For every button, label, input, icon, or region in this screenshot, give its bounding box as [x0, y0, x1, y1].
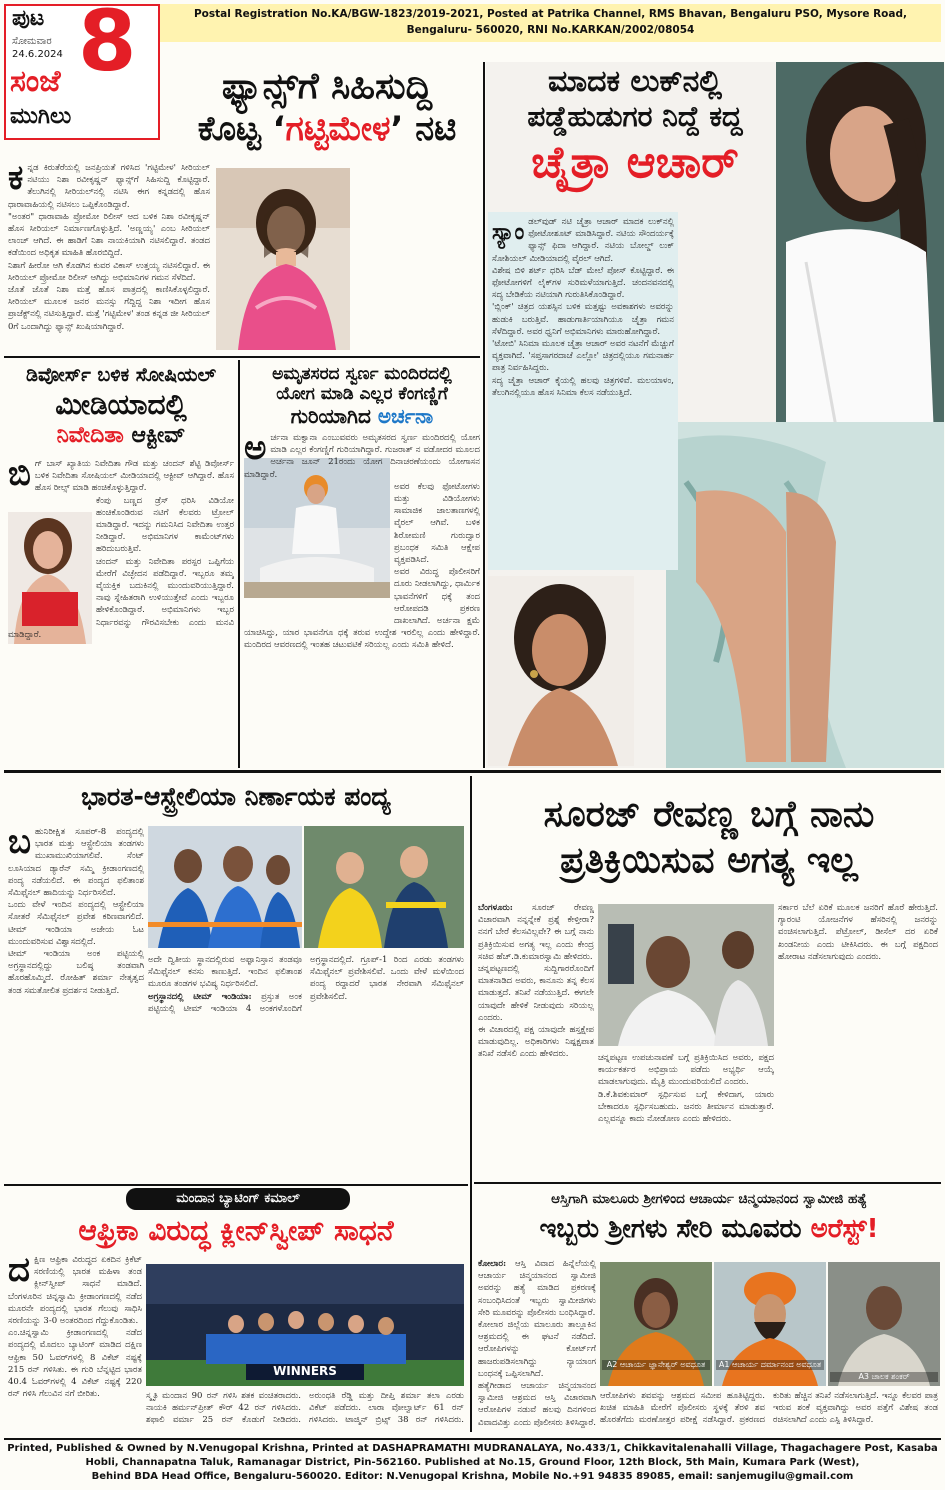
- story5-column-left: [8, 826, 144, 1180]
- story4-headline-line1: ಅಮೃತಸರದ ಸ್ವರ್ಣ ಮಂದಿರದಲ್ಲಿ: [272, 364, 452, 384]
- puta-label: ಪುಟ: [12, 6, 45, 31]
- story6-column-left: [478, 902, 594, 1174]
- story3-paragraph-1: ಗ್ ಬಾಸ್ ಖ್ಯಾತಿಯ ನಿವೇದಿತಾ ಗೌಡ ಮತ್ತು ಚಂದನ್ ಶೆಟ್ಟಿ ಡಿವೋರ್ಸ್ ಬಳಿಕ ನಿವೇದಿತಾ ಸೋಷಿಯಲ್ ಮೀಡಿಯಾದಲ್ಲಿ ಆಕ್ಟೀವ್ ಆಗಿದ್ದಾರೆ. ಹೊಸ ಹೊಸ ರೀಲ್ಸ್ ಮಾಡಿ ಹಂಚಿಕೊಳ್ಳುತ್ತಿದ್ದಾರೆ.: [34, 459, 234, 494]
- story1-paragraph-1: ನ್ನಡ ಕಿರುತೆರೆಯಲ್ಲಿ ಜನಪ್ರಿಯತೆ ಗಳಿಸಿದ 'ಗಟ್ಟಿಮೇಳ' ಸೀರಿಯಲ್ ನಟಿಯು ನಿಶಾ ರವೀಕೃಷ್ಣನ್ ಫ್ಯಾನ್ಸ್‌ಗೆ ಸಿಹಿಸುದ್ದಿ ಕೊಟ್ಟಿದ್ದಾರೆ. ತೆಲುಗಿನಲ್ಲಿ ಸೀರಿಯಲ್‌ನಲ್ಲಿ ನಟಿಸಿ ಈಗ ಕನ್ನಡದಲ್ಲಿ ಹೊಸ ಧಾರಾವಾಹಿಯಲ್ಲಿ ನಟಿಸಲು ಒಪ್ಪಿಕೊಂಡಿದ್ದಾರೆ.: [8, 163, 210, 210]
- divider: [4, 356, 480, 358]
- paper-name-line2: ಮುಗಿಲು: [10, 104, 72, 129]
- story4-headline-line3: [244, 406, 480, 427]
- story4-paragraph-1: ರ್ಚನಾ ಮಕ್ವಾನಾ ಎಂಬುವವರು ಅಮೃತಸರದ ಸ್ವರ್ಣ ಮಂದಿರದಲ್ಲಿ ಯೋಗ ಮಾಡಿ ಎಲ್ಲರ ಕೆಂಗಣ್ಣಿಗೆ ಗುರಿಯಾಗಿದ್ದಾರೆ. ಗುಜರಾತ್ ನ ವಡೋದರ ಮೂಲದ ಅರ್ಚನಾ ಜೂನ್ 21ರಂದು ಯೋಗ ದಿನಾಚರಣೆಯಂದು ಯೋಗಾಸನ ಮಾಡಿದ್ದಾರೆ.: [244, 433, 480, 480]
- winners-banner: WINNERS: [273, 1364, 337, 1378]
- page-number: 8: [78, 0, 137, 90]
- story6-paragraph-5: ಡಿ.ಕೆ.ಶಿವಕುಮಾರ್ ಸ್ಪರ್ಧಿಸುವ ಬಗ್ಗೆ ಕೇಳಿದಾಗ, ಯಾರು ಬೇಕಾದರೂ ಸ್ಪರ್ಧಿಸಬಹುದು. ಜನರು ತೀರ್ಮಾನ ಮಾಡುತ್ತಾರೆ. ಎಲ್ಲವನ್ನೂ ಕಾದು ನೋಡೋಣ ಎಂದು ಹೇಳಿದರು.: [598, 1089, 774, 1125]
- story6-paragraph-2: ಚನ್ನಪಟ್ಟಣದಲ್ಲಿ ಸುದ್ದಿಗಾರರೊಂದಿಗೆ ಮಾತನಾಡಿದ ಅವರು, ಕಾನೂನು ತನ್ನ ಕೆಲಸ ಮಾಡುತ್ತದೆ. ತನಿಖೆ ನಡೆಯುತ್ತಿದೆ. ಈಗಲೇ ಯಾವುದೇ ಹೇಳಿಕೆ ನೀಡುವುದು ಸರಿಯಲ್ಲ ಎಂದರು.: [478, 964, 594, 1023]
- story7-paragraph-2: ಎಂ.ಚಿನ್ನಸ್ವಾಮಿ ಕ್ರೀಡಾಂಗಣದಲ್ಲಿ ನಡೆದ ಪಂದ್ಯದಲ್ಲಿ ಮೊದಲು ಬ್ಯಾಟಿಂಗ್ ಮಾಡಿದ ದಕ್ಷಿಣ ಆಫ್ರಿಕಾ 50 ಓವರ್‌ಗಳಲ್ಲಿ 8 ವಿಕೆಟ್ ನಷ್ಟಕ್ಕೆ 215 ರನ್ ಗಳಿಸಿತು. ಈ ಗುರಿ ಬೆನ್ನಟ್ಟಿದ ಭಾರತ 40.4 ಓವರ್‌ಗಳಲ್ಲಿ 4 ವಿಕೆಟ್ ನಷ್ಟಕ್ಕೆ 220 ರನ್ ಗಳಿಸಿ ಗೆಲುವಿನ ನಗೆ ಬೀರಿತು.: [8, 1328, 142, 1400]
- australia-team-photo: [304, 826, 464, 948]
- story2-column: [492, 216, 674, 566]
- story1-headline-line2: [168, 109, 486, 149]
- story8-kicker: ಆಸ್ತಿಗಾಗಿ ಮಾಲೂರು ಶ್ರೀಗಳಿಂದ ಆಚಾರ್ಯ ಚಿನ್ಮಯಾನಂದ ಸ್ವಾಮೀಜಿ ಹತ್ಯೆ: [551, 1191, 867, 1207]
- story1-paragraph-3: ನಿಶಾಗೆ ಹೀರೋ ಆಗಿ ಕೊಡಗಿನ ಕುವರ ವಿಕಾಸ್ ಉತ್ತಯ್ಯ ನಟಿಸಲಿದ್ದಾರೆ. ಈ ಸೀರಿಯಲ್ ಪ್ರೋಮೋ ರಿಲೀಸ್ ಆಗಿದ್ದು ಅಭಿಮಾನಿಗಳ ಗಮನ ಸೆಳೆದಿದೆ.: [8, 260, 210, 283]
- story4-headline-name: ಅರ್ಚನಾ: [377, 404, 434, 428]
- story8-paragraph-5: ಪ್ರಕರಣದ ಕುರಿತು ಹೆಚ್ಚಿನ ತನಿಖೆ ನಡೆಸಲಾಗುತ್ತಿದೆ. ಇನ್ನೂ ಕೆಲವರ ಪಾತ್ರ ಇರುವ ಶಂಕೆ ವ್ಯಕ್ತವಾಗಿದ್ದು ಅವರ ಪತ್ತೆಗೆ ವಿಶೇಷ ತಂಡ ರಚಿಸಲಾಗಿದೆ ಎಂದು ಎಸ್ಪಿ ತಿಳಿಸಿದ್ದಾರೆ.: [739, 1391, 938, 1426]
- women-cricket-photo: [146, 1264, 464, 1386]
- footer-line1: Printed, Published & Owned by N.Venugopal Krishna, Printed at DASHAPRAMATHI MUDRANALAYA, No.433/1, Chikkavitalenahalli Village, Thagachagere Post, Kasaba: [7, 1443, 938, 1454]
- story3-paragraph-3: ಚಂದನ್ ಮತ್ತು ನಿವೇದಿತಾ ಪರಸ್ಪರ ಒಪ್ಪಿಗೆಯ ಮೇರೆಗೆ ವಿಚ್ಛೇದನ ಪಡೆದಿದ್ದಾರೆ. ಇಬ್ಬರೂ ತಮ್ಮ ವೈಯಕ್ತಿಕ ಬದುಕಿನಲ್ಲಿ ಮುಂದುವರಿಯುತ್ತಿದ್ದಾರೆ. ನಾವು ಸ್ನೇಹಿತರಾಗಿ ಉಳಿಯುತ್ತೇವೆ ಎಂದು ಇಬ್ಬರೂ ಹೇಳಿಕೊಂಡಿದ್ದಾರೆ. ಅಭಿಮಾನಿಗಳು ಇಬ್ಬರ ನಿರ್ಧಾರವನ್ನು ಗೌರವಿಸಬೇಕು ಎಂದು ಮನವಿ ಮಾಡಿದ್ದಾರೆ.: [8, 556, 234, 640]
- story7-kicker: ಮಂದಾನ ಬ್ಯಾಟಿಂಗ್ ಕಮಾಲ್: [176, 1191, 300, 1206]
- divider: [474, 1182, 941, 1184]
- story2-paragraph-3: 'ಬ್ಲಿಂಕ್' ಚಿತ್ರದ ಯಶಸ್ಸಿನ ಬಳಿಕ ಮತ್ತಷ್ಟು ಅವಕಾಶಗಳು ಅವರನ್ನು ಹುಡುಕಿ ಬರುತ್ತಿವೆ. ಹಾಡುಗಾರ್ತಿಯಾಗಿಯೂ ಚೈತ್ರಾ ಗಮನ ಸೆಳೆದಿದ್ದಾರೆ. ಅವರ ಧ್ವನಿಗೆ ಅಭಿಮಾನಿಗಳು ಮಾರುಹೋಗಿದ್ದಾರೆ.: [492, 302, 674, 337]
- story1-headline-line1: ಫ್ಯಾನ್ಸ್‌ಗೆ ಸಿಹಿಸುದ್ದಿ: [221, 66, 433, 107]
- story5-paragraph-5: ಪ್ರಸ್ತುತ ಅಂಕ ಪಟ್ಟಿಯಲ್ಲಿ ಟೀಮ್ ಇಂಡಿಯಾ 4 ಅಂಕಗಳೊಂದಿಗೆ ಅಗ್ರಸ್ಥಾನದಲ್ಲಿದೆ. ಗ್ರೂಪ್-1 ರಿಂದ ಎರಡು ತಂಡಗಳು ಸೆಮಿಫೈನಲ್ ಪ್ರವೇಶಿಸಲಿವೆ. ಒಂದು ವೇಳೆ ಮಳೆಯಿಂದ ಪಂದ್ಯ ರದ್ದಾದರೆ ಭಾರತ ನೇರವಾಗಿ ಸೆಮಿಫೈನಲ್ ಪ್ರವೇಶಿಸಲಿದೆ.: [148, 955, 464, 1014]
- story8-paragraph-1: ಆಸ್ತಿ ವಿವಾದ ಹಿನ್ನೆಲೆಯಲ್ಲಿ ಆಚಾರ್ಯ ಚಿನ್ಮಯಾನಂದ ಸ್ವಾಮೀಜಿ ಅವರನ್ನು ಹತ್ಯೆ ಮಾಡಿದ ಪ್ರಕರಣಕ್ಕೆ ಸಂಬಂಧಿಸಿದಂತೆ ಇಬ್ಬರು ಸ್ವಾಮೀಜಿಗಳು ಸೇರಿ ಮೂವರನ್ನು ಪೊಲೀಸರು ಬಂಧಿಸಿದ್ದಾರೆ.: [478, 1259, 596, 1318]
- story5-subhead: ಅಗ್ರಸ್ಥಾನದಲ್ಲಿ ಟೀಮ್ ಇಂಡಿಯಾ:: [148, 991, 252, 1002]
- story6-paragraph-4: ಚನ್ನಪಟ್ಟಣ ಉಪಚುನಾವಣೆ ಬಗ್ಗೆ ಪ್ರತಿಕ್ರಿಯಿಸಿದ ಅವರು, ಪಕ್ಷದ ಕಾರ್ಯಕರ್ತರ ಅಭಿಪ್ರಾಯ ಪಡೆದು ಅಭ್ಯರ್ಥಿ ಆಯ್ಕೆ ಮಾಡಲಾಗುವುದು. ಮೈತ್ರಿ ಮುಂದುವರಿಯಲಿದೆ ಎಂದರು.: [598, 1053, 774, 1088]
- image-float-space: [244, 481, 394, 625]
- story5-column-right: [148, 954, 464, 1180]
- story2-headline-line2: ಪಡ್ಡೆಹುಡುಗರ ನಿದ್ದೆ ಕದ್ದ: [527, 100, 743, 133]
- story6-paragraph-3: ಈ ವಿಚಾರದಲ್ಲಿ ಪಕ್ಷ ಯಾವುದೇ ಹಸ್ತಕ್ಷೇಪ ಮಾಡುವುದಿಲ್ಲ. ಅಧಿಕಾರಿಗಳು ನಿಷ್ಪಕ್ಷಪಾತ ತನಿಖೆ ನಡೆಸಲಿ ಎಂದು ಹೇಳಿದರು.: [478, 1025, 594, 1060]
- divider: [4, 1438, 941, 1440]
- divider: [238, 360, 240, 768]
- story1-headline-pre: ಕೊಟ್ಟ ‘: [197, 109, 286, 149]
- story3-headline-line3: [8, 424, 234, 447]
- story3-headline-line2: ಮೀಡಿಯಾದಲ್ಲಿ: [55, 388, 187, 421]
- caption-a3: A3 ಚಾಲಕ ಶಂಕರ್: [830, 1372, 938, 1382]
- story2-paragraph-1: ಡಲ್‌ವುಡ್ ನಟಿ ಚೈತ್ರಾ ಆಚಾರ್ ಮಾದಕ ಲುಕ್‌ನಲ್ಲಿ ಫೋಟೋಶೂಟ್ ಮಾಡಿಸಿದ್ದಾರೆ. ನಟಿಯ ಸೌಂದರ್ಯಕ್ಕೆ ಫ್ಯಾನ್ಸ್ ಫಿದಾ ಆಗಿದ್ದಾರೆ. ನಟಿಯ ಬೋಲ್ಡ್ ಲುಕ್ ಸೋಶಿಯಲ್ ಮೀಡಿಯಾದಲ್ಲಿ ವೈರಲ್ ಆಗಿದೆ.: [492, 217, 674, 264]
- story8-paragraph-4: ಆರೋಪಿಗಳು ಶವವನ್ನು ಆಶ್ರಮದ ಸಮೀಪ ಹೂತಿಟ್ಟಿದ್ದರು. ಖಚಿತ ಮಾಹಿತಿ ಮೇರೆಗೆ ಪೊಲೀಸರು ಸ್ಥಳಕ್ಕೆ ತೆರಳಿ ಶವ ಹೊರತೆಗೆದು ಮರಣೋತ್ತರ ಪರೀಕ್ಷೆ ನಡೆಸಿದ್ದಾರೆ.: [600, 1391, 765, 1426]
- paper-name-line1: ಸಂಜೆ: [10, 64, 61, 99]
- story2-paragraph-2: ವಿಶೇಷ ಬಿಳಿ ಶರ್ಟ್ ಧರಿಸಿ ಬೆಡ್ ಮೇಲೆ ಪೋಸ್ ಕೊಟ್ಟಿದ್ದಾರೆ. ಈ ಫೋಟೋಗಳಿಗೆ ಲೈಕ್‌ಗಳ ಸುರಿಮಳೆಯಾಗುತ್ತಿದೆ. ಚಂದನವನದಲ್ಲಿ ಸದ್ಯ ಬೇಡಿಕೆಯ ನಟಿಯಾಗಿ ಗುರುತಿಸಿಕೊಂಡಿದ್ದಾರೆ.: [492, 265, 674, 301]
- caption-a1: A1 ಆಚಾರ್ಯ ದರ್ಮಾನಂದ ಅವಧೂತ: [716, 1360, 824, 1370]
- story8-headline: [476, 1216, 942, 1243]
- story1-dropcap: ಕ: [8, 162, 24, 198]
- story8-dateline: ಕೋಲಾರ:: [478, 1259, 507, 1269]
- postal-line1: Postal Registration No.KA/BGW-1823/2019-2021, Posted at Patrika Channel, RMS Bhavan, Bengaluru PSO, Mysore Road,: [193, 8, 907, 20]
- divider: [4, 1184, 468, 1186]
- story2-paragraph-4: 'ಟೋಬಿ' ಸಿನಿಮಾ ಮೂಲಕ ಚೈತ್ರಾ ಆಚಾರ್ ಅವರ ನಟನೆಗೆ ಮೆಚ್ಚುಗೆ ವ್ಯಕ್ತವಾಗಿದೆ. 'ಸಪ್ತಸಾಗರದಾಚೆ ಎಲ್ಲೋ' ಚಿತ್ರದಲ್ಲಿಯೂ ಗಮನಾರ್ಹ ಪಾತ್ರ ನಿರ್ವಹಿಸಿದ್ದರು.: [492, 339, 674, 374]
- story4-headline-pre: ಗುರಿಯಾಗಿದ: [290, 404, 378, 428]
- accused-a3-photo: [828, 1262, 940, 1386]
- story8-headline-arrest: ಅರೆಸ್ಟ್!: [810, 1214, 879, 1244]
- story1-paragraph-2: "ಅಂತರ" ಧಾರಾವಾಹಿ ಪ್ರೋಮೋ ರಿಲೀಸ್ ಆದ ಬಳಿಕ ನಿಶಾ ರವೀಕೃಷ್ಣನ್ ಹೊಸ ಸೀರಿಯಲ್ ನಿರ್ಮಾಣಗೊಳ್ಳುತ್ತಿದೆ. 'ಅಣ್ಣಯ್ಯ' ಎಂಬ ಸೀರಿಯಲ್ ಲಾಂಚ್ ಆಗಿದೆ. ಈ ಹಾಡಿಗೆ ನಿಶಾ ನಾಯಕಿಯಾಗಿ ನಟಿಸಲಿದ್ದಾರೆ. ತಂಡದ ಕಡೆಯಿಂದ ಅಧಿಕೃತ ಮಾಹಿತಿ ಹೊರಬಿದ್ದಿದೆ.: [8, 211, 210, 259]
- story5-paragraph-1: ಹುನಿರೀಕ್ಷಿತ ಸೂಪರ್-8 ಪಂದ್ಯದಲ್ಲಿ ಭಾರತ ಮತ್ತು ಆಸ್ಟ್ರೇಲಿಯಾ ತಂಡಗಳು ಮುಖಾಮುಖಿಯಾಗಲಿವೆ. ಸೆಂಟ್ ಲೂಸಿಯಾದ ಡ್ಯಾರೆನ್ ಸಮ್ಮಿ ಕ್ರೀಡಾಂಗಣದಲ್ಲಿ ಪಂದ್ಯ ನಡೆಯಲಿದೆ. ಈ ಪಂದ್ಯದ ಫಲಿತಾಂಶ ಸೆಮಿಫೈನಲ್ ಹಾದಿಯನ್ನು ನಿರ್ಧರಿಸಲಿದೆ.: [8, 827, 144, 899]
- story8-paragraph-2: ಕೋಲಾರ ಜಿಲ್ಲೆಯ ಮಾಲೂರು ತಾಲ್ಲೂಕಿನ ಆಶ್ರಮದಲ್ಲಿ ಈ ಘಟನೆ ನಡೆದಿದೆ. ಆರೋಪಿಗಳನ್ನು ಕೋರ್ಟ್‌ಗೆ ಹಾಜರುಪಡಿಸಲಾಗಿದ್ದು ನ್ಯಾಯಾಂಗ ಬಂಧನಕ್ಕೆ ಒಪ್ಪಿಸಲಾಗಿದೆ.: [478, 1320, 596, 1379]
- story7-paragraph-4: ಲಾರಾ ವೋಲ್ವಾರ್ಟ್ 61 ರನ್ ಗಳಿಸಿದರು. ಟಾಜ್ಮಿನ್ ಬ್ರಿಟ್ಸ್ 38 ರನ್ ಗಳಿಸಿದರು.: [309, 1403, 464, 1426]
- story1-paragraph-4: ಜೊತೆ ಜೊತೆ ನಿಶಾ ಮತ್ತೆ ಹೊಸ ಪಾತ್ರದಲ್ಲಿ ಕಾಣಿಸಿಕೊಳ್ಳಲಿದ್ದಾರೆ. ಸೀರಿಯಲ್ ಮೂಲಕ ಜನರ ಮನಸ್ಸು ಗೆದ್ದಿದ್ದ ನಿಶಾ ಇದೀಗ ಹೊಸ ಪ್ರಾಜೆಕ್ಟ್‌ನಲ್ಲಿ ನಟಿಸುತ್ತಿದ್ದಾರೆ. ಮತ್ತೆ 'ಗಟ್ಟಿಮೇಳ' ತಂಡ ಕನ್ನಡ ಜೀ ಸೀರಿಯಲ್ 0ಗೆ ಒಂದಾಗಿದ್ದು ಫ್ಯಾನ್ಸ್ ಖುಷಿಯಾಗಿದ್ದಾರೆ.: [8, 285, 210, 332]
- story2-headline-name: ಚೈತ್ರಾ ಆಚಾರ್: [531, 137, 739, 188]
- story7-dropcap: ದ: [8, 1254, 30, 1290]
- story6-headline-line2: ಪ್ರತಿಕ್ರಿಯಿಸುವ ಅಗತ್ಯ ಇಲ್ಲ: [560, 840, 858, 881]
- footer-line2: Hobli, Channapatna Taluk, Ramanagar District, Pin-562160. Published at No.15, Ground Floor, 12th Block, 5th Main, Kumara Park (West),: [85, 1457, 860, 1468]
- story3-paragraph-2: ಕೆಂಪು ಬಣ್ಣದ ಡ್ರೆಸ್ ಧರಿಸಿ ವಿಡಿಯೋ ಹಂಚಿಕೊಂಡಿರುವ ನಟಿಗೆ ಕೆಲವರು ಟ್ರೋಲ್ ಮಾಡಿದ್ದಾರೆ. ಇದನ್ನು ಗಮನಿಸಿದ ನಿವೇದಿತಾ ಉತ್ತರ ನೀಡಿದ್ದಾರೆ. ಅಭಿಮಾನಿಗಳ ಕಾಮೆಂಟ್‌ಗಳು ಹರಿದುಬರುತ್ತಿವೆ.: [96, 495, 234, 555]
- story4-paragraph-2: ಅವರ ಕೆಲವು ಫೋಟೋಗಳು ಮತ್ತು ವಿಡಿಯೋಗಳು ಸಾಮಾಜಿಕ ಜಾಲತಾಣಗಳಲ್ಲಿ ವೈರಲ್ ಆಗಿವೆ. ಬಳಿಕ ಶಿರೋಮಣಿ ಗುರುದ್ವಾರ ಪ್ರಬಂಧಕ ಸಮಿತಿ ಆಕ್ಷೇಪ ವ್ಯಕ್ತಪಡಿಸಿದೆ.: [394, 481, 480, 566]
- story4-paragraph-3: ಅವರ ವಿರುದ್ಧ ಪೊಲೀಸರಿಗೆ ದೂರು ನೀಡಲಾಗಿದ್ದು, ಧಾರ್ಮಿಕ ಭಾವನೆಗಳಿಗೆ ಧಕ್ಕೆ ತಂದ ಆರೋಪದಡಿ ಪ್ರಕರಣ ದಾಖಲಾಗಿದೆ. ಅರ್ಚನಾ ಕ್ಷಮೆ ಯಾಚಿಸಿದ್ದು, ಯಾರ ಭಾವನೆಗೂ ಧಕ್ಕೆ ತರುವ ಉದ್ದೇಶ ಇರಲಿಲ್ಲ ಎಂದು ಹೇಳಿದ್ದಾರೆ. ಮಂದಿರದ ಆವರಣದಲ್ಲಿ ಇಂತಹ ಚಟುವಟಿಕೆ ಸರಿಯಲ್ಲ ಎಂದು ಸಮಿತಿ ಹೇಳಿದೆ.: [244, 567, 480, 651]
- story2-paragraph-5: ಸದ್ಯ ಚೈತ್ರಾ ಆಚಾರ್ ಕೈಯಲ್ಲಿ ಹಲವು ಚಿತ್ರಗಳಿವೆ. ಮಲಯಾಳಂ, ತೆಲುಗಿನಲ್ಲಿಯೂ ಹೊಸ ಸಿನಿಮಾ ಕೆಲಸ ನಡೆಯುತ್ತಿದೆ.: [492, 375, 674, 398]
- date: 24.6.2024: [12, 49, 63, 60]
- story8-headline-main: ಇಬ್ಬರು ಶ್ರೀಗಳು ಸೇರಿ ಮೂವರು: [539, 1214, 811, 1244]
- story3-headline-suffix: ಆಕ್ಟೀವ್: [123, 423, 186, 448]
- story6-dateline: ಬೆಂಗಳೂರು:: [478, 903, 513, 913]
- postal-line2: Bengaluru- 560020, RNI No.KARKAN/2002/08054: [406, 24, 695, 36]
- story1-column-left: [8, 162, 210, 352]
- story3-dropcap: ಬಿ: [8, 458, 31, 494]
- story1-headline-show: ಗಟ್ಟಿಮೇಳ: [285, 109, 391, 149]
- story7-headline: ಆಫ್ರಿಕಾ ವಿರುದ್ಧ ಕ್ಲೀನ್‌ಸ್ವೀಪ್ ಸಾಧನೆ: [78, 1214, 394, 1247]
- story6-paragraph-1: ಸೂರಜ್ ರೇವಣ್ಣ ವಿಚಾರವಾಗಿ ನನ್ನನ್ನೇಕೆ ಪ್ರಶ್ನೆ ಕೇಳ್ತೀರಾ? ನನಗೆ ಬೇರೆ ಕೆಲಸವಿಲ್ಲವೇ? ಈ ಬಗ್ಗೆ ನಾನು ಪ್ರತಿಕ್ರಿಯಿಸುವ ಅಗತ್ಯ ಇಲ್ಲ ಎಂದು ಕೇಂದ್ರ ಸಚಿವ ಹೆಚ್.ಡಿ.ಕುಮಾರಸ್ವಾಮಿ ಹೇಳಿದರು.: [478, 903, 594, 962]
- footer-line3: Behind BDA Head Office, Bengaluru-560020. Editor: N.Venugopal Krishna, Mobile No.+91 94835 89085, email: sanjemugilu@gmail.com: [91, 1471, 854, 1482]
- kumaraswamy-photo: [598, 904, 774, 1046]
- india-team-photo: [148, 826, 302, 948]
- story5-paragraph-4: ಅದೇ ದ್ವಿತೀಯ ಸ್ಥಾನದಲ್ಲಿರುವ ಅಫ್ಘಾನಿಸ್ತಾನ ತಂಡವೂ ಸೆಮಿಫೈನಲ್ ಕನಸು ಕಾಣುತ್ತಿದೆ. ಇಂದಿನ ಫಲಿತಾಂಶ ಮೂರೂ ತಂಡಗಳ ಭವಿಷ್ಯ ನಿರ್ಧರಿಸಲಿದೆ.: [148, 955, 302, 990]
- image-float-space: [8, 495, 96, 629]
- story7-paragraph-3: ಸ್ಮೃತಿ ಮಂದಾನ 90 ರನ್ ಗಳಿಸಿ ಶತಕ ವಂಚಿತರಾದರು. ನಾಯಕಿ ಹರ್ಮನ್‌ಪ್ರೀತ್ ಕೌರ್ 42 ರನ್ ಗಳಿಸಿದರು. ಶಫಾಲಿ ವರ್ಮಾ 25 ರನ್ ಕೊಡುಗೆ ನೀಡಿದರು. ಅರುಂಧತಿ ರೆಡ್ಡಿ ಮತ್ತು ದೀಪ್ತಿ ಶರ್ಮಾ ತಲಾ ಎರಡು ವಿಕೆಟ್ ಪಡೆದರು.: [146, 1391, 464, 1426]
- story8-column-left: [478, 1258, 596, 1434]
- story4-column: [244, 432, 480, 764]
- caption-a2: A2 ಆಚಾರ್ಯ ಜ್ಞಾನೇಶ್ವರ್ ಅವಧೂತ: [602, 1360, 710, 1370]
- chaithra-inset-photo: [488, 576, 634, 766]
- story2-dropcap: ಸ್ಯಾಂ: [492, 219, 525, 245]
- story4-dropcap: ಅ: [244, 432, 267, 468]
- nisha-photo: [216, 168, 350, 350]
- weekday: ಸೋಮವಾರ: [12, 36, 52, 47]
- story3-column: [8, 458, 234, 762]
- story7-paragraph-1: ಕ್ಷಿಣ ಆಫ್ರಿಕಾ ವಿರುದ್ಧದ ಏಕದಿನ ಕ್ರಿಕೆಟ್ ಸರಣಿಯಲ್ಲಿ ಭಾರತ ಮಹಿಳಾ ತಂಡ ಕ್ಲೀನ್‌ಸ್ವೀಪ್ ಸಾಧನೆ ಮಾಡಿದೆ. ಬೆಂಗಳೂರಿನ ಚಿನ್ನಸ್ವಾಮಿ ಕ್ರೀಡಾಂಗಣದಲ್ಲಿ ನಡೆದ ಮೂರನೇ ಪಂದ್ಯದಲ್ಲಿ ಭಾರತ ಗೆಲುವು ಸಾಧಿಸಿ ಸರಣಿಯನ್ನು 3-0 ಅಂತರದಿಂದ ಗೆದ್ದುಕೊಂಡಿತು.: [8, 1255, 142, 1327]
- story5-paragraph-2: ಒಂದು ವೇಳೆ ಇಂದಿನ ಪಂದ್ಯದಲ್ಲಿ ಆಸ್ಟ್ರೇಲಿಯಾ ಸೋತರೆ ಸೆಮಿಫೈನಲ್ ಪ್ರವೇಶ ಕಠಿಣವಾಗಲಿದೆ. ಟೀಮ್ ಇಂಡಿಯಾ ಅಜೇಯ ಓಟ ಮುಂದುವರಿಸುವ ವಿಶ್ವಾಸದಲ್ಲಿದೆ.: [8, 900, 144, 947]
- story3-headline-line1: ಡಿವೋರ್ಸ್ ಬಳಿಕ ಸೋಷಿಯಲ್: [26, 364, 216, 386]
- story4-headline-line2: ಯೋಗ ಮಾಡಿ ಎಲ್ಲರ ಕೆಂಗಣ್ಣಿಗೆ: [276, 384, 448, 404]
- footer: [4, 1442, 941, 1488]
- story6-headline-line1: ಸೂರಜ್ ರೇವಣ್ಣ ಬಗ್ಗೆ ನಾನು: [543, 794, 875, 835]
- story7-column-bottom: [146, 1390, 464, 1432]
- story6-column-right: [778, 902, 938, 1174]
- story5-headline: ಭಾರತ-ಆಸ್ಟ್ರೇಲಿಯಾ ನಿರ್ಣಾಯಕ ಪಂದ್ಯ: [81, 782, 391, 811]
- divider: [4, 770, 941, 773]
- story8-column-bottom: [600, 1390, 938, 1432]
- story2-headline-line1: ಮಾದಕ ಲುಕ್‌ನಲ್ಲಿ: [547, 64, 722, 99]
- divider: [470, 776, 472, 1432]
- story6-paragraph-6: ಸರ್ಕಾರ ಬೆಲೆ ಏರಿಕೆ ಮೂಲಕ ಜನರಿಗೆ ಹೊರೆ ಹೇರುತ್ತಿದೆ. ಗ್ಯಾರಂಟಿ ಯೋಜನೆಗಳ ಹೆಸರಿನಲ್ಲಿ ಜನರನ್ನು ವಂಚಿಸಲಾಗುತ್ತಿದೆ. ಪೆಟ್ರೋಲ್, ಡೀಸೆಲ್ ದರ ಏರಿಕೆ ಖಂಡನೀಯ ಎಂದು ಟೀಕಿಸಿದರು. ಈ ಬಗ್ಗೆ ಪಕ್ಷದಿಂದ ಹೋರಾಟ ನಡೆಸಲಾಗುವುದು ಎಂದರು.: [778, 903, 938, 962]
- story8-paragraph-3: ಹತ್ಯೆಗೀಡಾದ ಆಚಾರ್ಯ ಚಿನ್ಮಯಾನಂದ ಸ್ವಾಮೀಜಿ ಆಶ್ರಮದ ಆಸ್ತಿ ವಿಚಾರವಾಗಿ ಆರೋಪಿಗಳ ನಡುವೆ ಹಲವು ದಿನಗಳಿಂದ ವಿವಾದವಿತ್ತು ಎಂದು ಪೊಲೀಸರು ತಿಳಿಸಿದ್ದಾರೆ.: [478, 1381, 596, 1428]
- story5-dropcap: ಬ: [8, 826, 32, 862]
- story6-column-middle: [598, 1052, 774, 1174]
- divider: [483, 62, 485, 768]
- story3-headline-name: ನಿವೇದಿತಾ: [56, 423, 124, 448]
- story1-headline-post: ’ ನಟಿ: [390, 109, 457, 149]
- story5-paragraph-3: ಟೀಮ್ ಇಂಡಿಯಾ ಅಂಕ ಪಟ್ಟಿಯಲ್ಲಿ ಅಗ್ರಸ್ಥಾನದಲ್ಲಿದ್ದು ಬಲಿಷ್ಠ ತಂಡವಾಗಿ ಹೊರಹೊಮ್ಮಿದೆ. ರೋಹಿತ್ ಶರ್ಮಾ ನೇತೃತ್ವದ ತಂಡ ಸಮತೋಲಿತ ಪ್ರದರ್ಶನ ನೀಡುತ್ತಿದೆ.: [8, 949, 144, 996]
- story7-column-left: [8, 1254, 142, 1430]
